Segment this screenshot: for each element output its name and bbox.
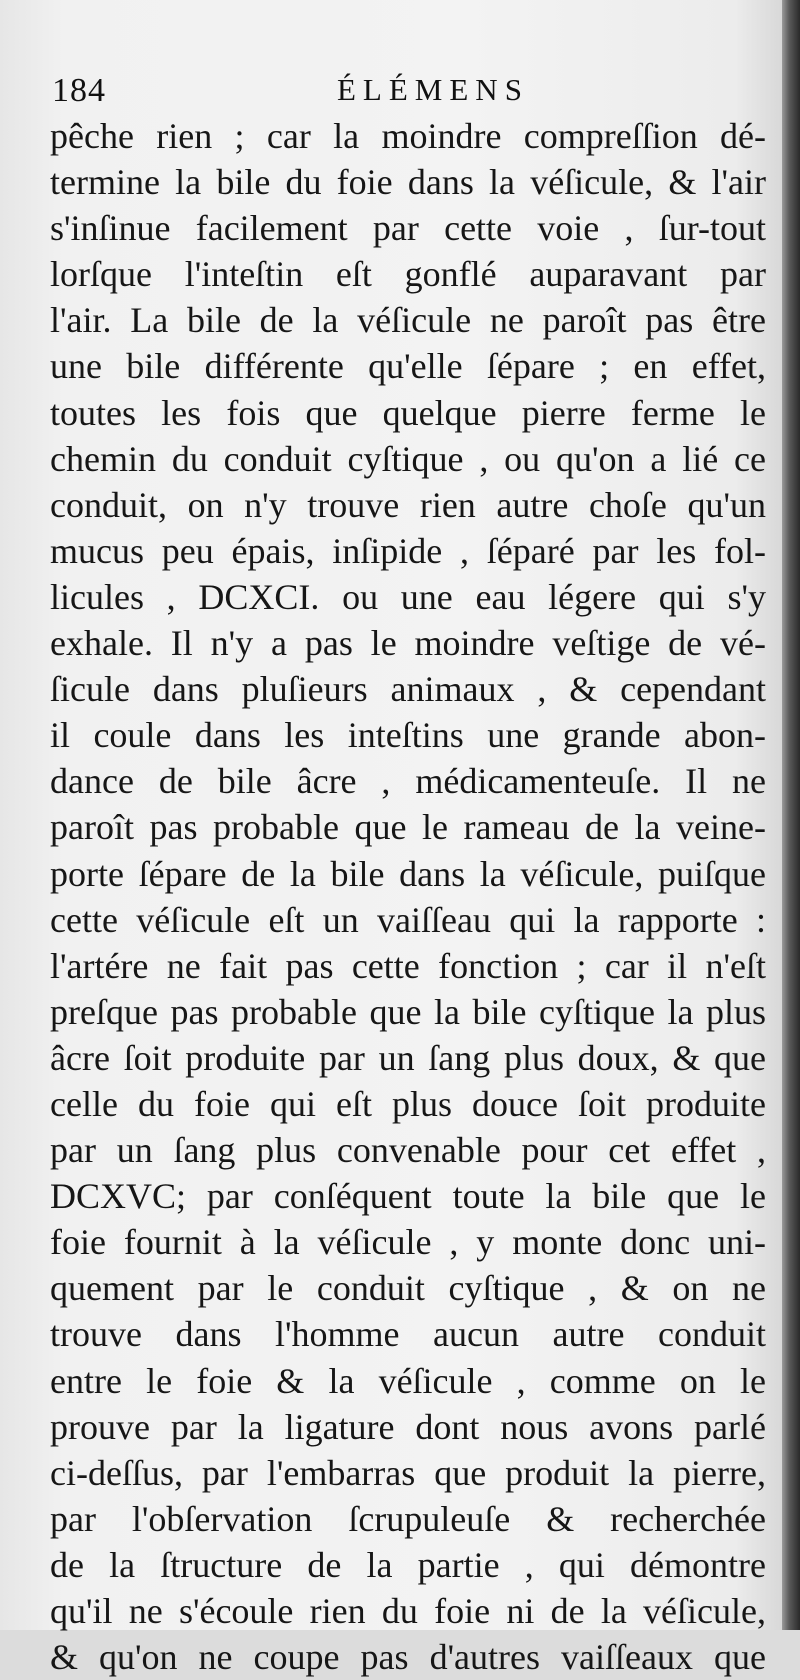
text-line: une bile différente qu'elle ſépare ; en effet,: [50, 346, 766, 387]
text-line: ſicule dans pluſieurs animaux , & cependant: [50, 669, 766, 710]
page-number: 184: [52, 72, 106, 109]
text-line: DCXVC; par conſéquent toute la bile que le: [50, 1176, 766, 1217]
text-line: ci-deſſus, par l'embarras que produit la pierre,: [50, 1452, 766, 1493]
page-header: [52, 72, 752, 116]
text-line: cette véſicule eſt un vaiſſeau qui la rapporte :: [50, 899, 766, 940]
page-edge: [782, 0, 800, 1630]
text-line: dance de bile âcre , médicamenteuſe. Il ne: [50, 761, 766, 802]
text-line: paroît pas probable que le rameau de la veine-: [50, 807, 766, 848]
text-line: lorſque l'inteſtin eſt gonflé auparavant par: [50, 254, 766, 295]
text-line: porte ſépare de la bile dans la véſicule, puiſque: [50, 853, 766, 894]
text-line: l'air. La bile de la véſicule ne paroît pas être: [50, 300, 766, 341]
text-line: l'artére ne fait pas cette fonction ; car il n'eſt: [50, 945, 766, 986]
text-line: qu'il ne s'écoule rien du foie ni de la véſicule,: [50, 1591, 766, 1631]
running-title: ÉLÉMENS: [337, 72, 529, 107]
text-line: celle du foie qui eſt plus douce ſoit produite: [50, 1083, 766, 1124]
text-line: entre le foie & la véſicule , comme on le: [50, 1360, 766, 1401]
text-line: licules , DCXCI. ou une eau légere qui s'y: [50, 576, 766, 617]
text-line: de la ſtructure de la partie , qui démontre: [50, 1544, 766, 1585]
text-line: chemin du conduit cyſtique , ou qu'on a lié ce: [50, 438, 766, 479]
text-line: pêche rien ; car la moindre compreſſion dé-: [50, 116, 766, 156]
text-line: & qu'on ne coupe pas d'autres vaiſſeaux que: [50, 1637, 766, 1678]
text-line: termine la bile du foie dans la véſicule, & l'air: [50, 162, 766, 203]
text-line: âcre ſoit produite par un ſang plus doux, & que: [50, 1037, 766, 1078]
text-line: par l'obſervation ſcrupuleuſe & recherchée: [50, 1498, 766, 1539]
text-line: mucus peu épais, inſipide , ſéparé par les fol-: [50, 530, 766, 571]
text-line: toutes les fois que quelque pierre ferme le: [50, 392, 766, 433]
text-line: foie fournit à la véſicule , y monte donc uni-: [50, 1222, 766, 1263]
text-line: preſque pas probable que la bile cyſtique la plus: [50, 991, 766, 1032]
body-text: [50, 113, 766, 1680]
text-line: trouve dans l'homme aucun autre conduit: [50, 1314, 766, 1355]
text-line: s'inſinue facilement par cette voie , ſur-tout: [50, 208, 766, 249]
text-line: conduit, on n'y trouve rien autre choſe qu'un: [50, 484, 766, 525]
text-line: quement par le conduit cyſtique , & on ne: [50, 1268, 766, 1309]
text-line: il coule dans les inteſtins une grande abon-: [50, 715, 766, 756]
text-line: par un ſang plus convenable pour cet effet ,: [50, 1130, 766, 1171]
text-line: exhale. Il n'y a pas le moindre veſtige de vé-: [50, 623, 766, 664]
text-line: prouve par la ligature dont nous avons parlé: [50, 1406, 766, 1447]
